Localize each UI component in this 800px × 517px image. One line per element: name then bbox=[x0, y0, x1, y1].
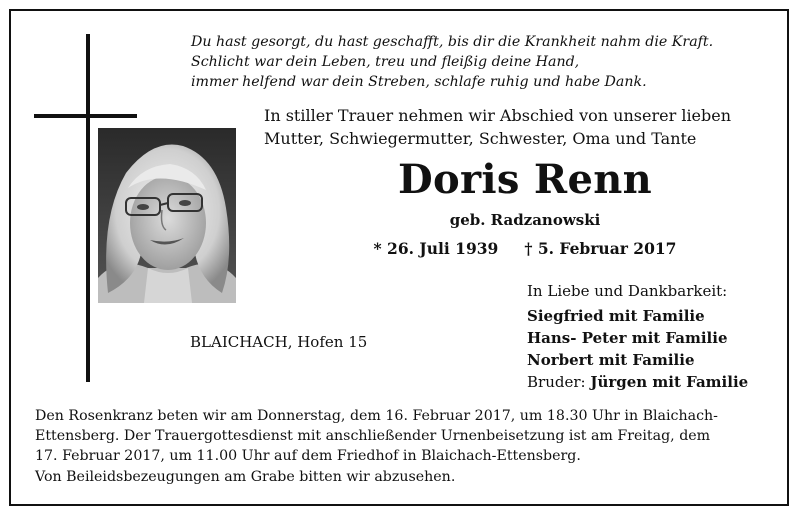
cross-horizontal-bar bbox=[34, 114, 137, 118]
poem-line: Schlicht war dein Leben, treu und fleißig deine Hand, bbox=[191, 54, 580, 70]
portrait-photo bbox=[98, 128, 236, 303]
mourner-family: Siegfried mit Familie bbox=[527, 307, 705, 325]
memorial-poem bbox=[191, 32, 776, 92]
poem-line: Du hast gesorgt, du hast geschafft, bis dir die Krankheit nahm die Kraft. bbox=[191, 34, 714, 50]
service-line: Den Rosenkranz beten wir am Donnerstag, dem 16. Februar 2017, um 18.30 Uhr in Blaichach- bbox=[35, 408, 718, 424]
mourner-family: Norbert mit Familie bbox=[527, 351, 695, 369]
death-date: † 5. Februar 2017 bbox=[524, 239, 677, 258]
intro-line: In stiller Trauer nehmen wir Abschied von unserer lieben bbox=[264, 106, 732, 125]
maiden-name: geb. Radzanowski bbox=[449, 211, 601, 229]
service-line: 17. Februar 2017, um 11.00 Uhr auf dem Friedhof in Blaichach-Ettensberg. bbox=[35, 448, 581, 464]
life-dates bbox=[265, 238, 785, 260]
service-line: Ettensberg. Der Trauergottesdienst mit anschließender Urnenbeisetzung ist am Freitag, dem bbox=[35, 428, 711, 444]
service-details bbox=[35, 406, 780, 466]
deceased-name: Doris Renn bbox=[398, 156, 652, 203]
mourner-brother bbox=[527, 371, 789, 393]
mourners-lead: In Liebe und Dankbarkeit: bbox=[527, 282, 728, 300]
condolence-note: Von Beileidsbezeugungen am Grabe bitten wir abzusehen. bbox=[35, 469, 456, 485]
cross-vertical-bar bbox=[86, 34, 90, 382]
birth-date: * 26. Juli 1939 bbox=[373, 239, 499, 258]
mourners-list bbox=[527, 280, 789, 393]
brother-name: Jürgen mit Familie bbox=[590, 373, 749, 391]
portrait-photo-image bbox=[98, 128, 236, 303]
family-address: BLAICHACH, Hofen 15 bbox=[190, 333, 368, 351]
poem-line: immer helfend war dein Streben, schlafe ruhig und habe Dank. bbox=[191, 74, 647, 90]
mourner-family: Hans- Peter mit Familie bbox=[527, 329, 728, 347]
brother-prefix: Bruder: bbox=[527, 373, 586, 391]
farewell-intro bbox=[264, 104, 784, 150]
intro-line: Mutter, Schwiegermutter, Schwester, Oma und Tante bbox=[264, 129, 697, 148]
